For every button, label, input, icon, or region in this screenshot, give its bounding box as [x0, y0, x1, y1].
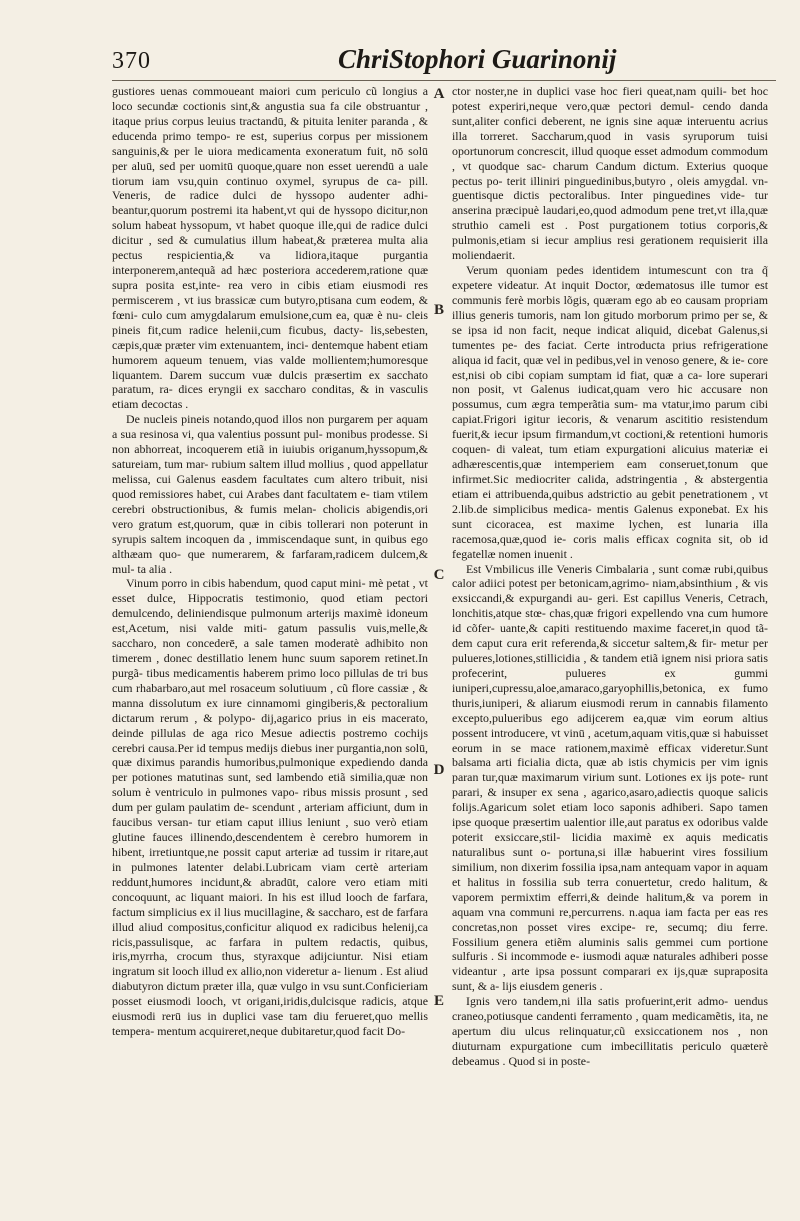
running-head [0, 44, 800, 84]
right-paragraph-3: Est Vmbilicus ille Veneris Cimbalaria , sunt comæ rubi,quibus calor adiici potest per betonicam,agrimo- niam,absinthium , & vis exsiccandi,& expurgandi au- geri. Est capillus Veneris, Cetrach, lonchitis,atque stœ- chas,quæ frigori expellendo vna cum humore id cõfer- uante,& capiti restituendo maxime faceret,in quod tã- dem caput cura erit referenda,& siccetur saltem,& fir- metur per pulueres,lotiones,stillicidia , & tandem etiã ignem nisi priora satis profecerint, pulueres ex gummi iuniperi,cupressu,aloe,amaraco,garyophillis,betonica, ex fumo thuris,iuniperi, & aliarum eiusmodi rerum in cannabis filamento excepto,pulueribus ego adijcerem ea,quæ vim eorum altius possent introducere, vt vinū , acetum,aquam vitis,quæ si habuisset eorum in se mace rationem,maximè efficax videretur.Sunt balsama arti ficialia dicta, quæ ab istis chymicis per vim ignis paran tur,quæ maximarum virium sunt. Lotiones ex ijs pote- runt parari, & insuper ex sena , agarico,asaro,adiectis quoque salicis folijs.Agaricum solet etiam loco saponis adhiberi. Sapo tamen ipse quoque præsertim ualentior ille,aut paratus ex odoribus valde poterit exsiccare,stil- licidia maximè ex aquis medicatis naturalibus sunt o- portuna,si illæ habuerint vires fossilium similium, non dixerim fossilia ipsa,nam antequam vapor in aquam et halitus in fossilia sub terra conuertetur, credo halitum, & vaporem permixtim efferri,& deinde halitum,& va porem in aquam vna communi re,percurrens. n.aqua iam facta per eas res concretas,non posset vires excipe- re, secumq; diu ferre. Fossilium genera etiẽm aluminis salis gemmei cum portione sulfuris . Si incommode e- iusmodi aquæ naturales adhiberi posse videantur , arte ipsa possunt comparari ex ijs,quæ supraposita sunt, & a- lijs eiusdem generis . [452, 561, 768, 994]
section-marker-c: C [433, 567, 445, 583]
right-paragraph-4: Ignis vero tandem,ni illa satis profuerint,erit admo- uendus craneo,potiusque candenti ferramento , quam medicamẽtis, ita, ne apertum diu ulcus relinquatur,cũ exsiccationem nos , non diuturnam expurgatione cum imbecillitatis periculo quæterè debeamus . Quod si in poste- [452, 994, 768, 1068]
right-paragraph-2: Verum quoniam pedes identidem intumescunt con tra q̃ expetere videatur. At inquit Doctor, œdematosus ille tumor est communis ferè morbis lõgis, quæram ego ab eo causam propriam illius generis tumoris, nam lon gitudo morborum primo per se, & se ipsa id non facit, neque indicat aliquid, dicebat Galenus,si tumentes pe- des faciat. Certe introducta prius refrigeratione aliqua id facit, quæ vel in pedibus,vel in venoso genere, & ie- core est,nisi ob cibi copiam sumptam id fiat, quæ a ca- lore superari non posit, vt Galenus iudicat,quam vero hic accusare non possumus, cum ægra temperãtia sum- ma vtatur,imo parum cibi capiat.Frigori igitur iecoris, & venarum ascititio resistendum fuerit,& iecur ipsum firmandum,vt coctioni,& retentioni humoris coquen- di valeat, tum etiam expurgationi alicuius materiæ ei adhærescentis,quæ intemperiem eam conseruet,tonum que infirmet.Sic mediocriter calida, adstringentia , & abstergentia etiam ei attribuenda,quibus adstrictio au gebit penetrationem , vt 2.lib.de simplicibus medica- mentis Galenus exponebat. Ex his sunt cicoracea, est maxime lychen, est lunaria illa racemosa,quæ,quod ie- coris malis efficax cognita sit, ob id fegatellæ nomen inuenit . [452, 263, 768, 561]
section-marker-d: D [433, 762, 445, 778]
left-column [112, 84, 428, 1214]
section-marker-a: A [433, 86, 445, 102]
left-paragraph-1: gustiores uenas commoueant maiori cum periculo cũ longius a loco secundæ coctionis sint,& angustia sua fa cile obstruantur , itaque prius corpus leuius tractandū, & pituita leniter paranda , & educenda primo tempo- re est, superius corpus per missionem sanguinis,& per le uiora medicamenta exoneratum fuit, nō solū per aluū, sed per uomitū quoque,quare non esset uerendū a uale tiorum iam vsu,quin continuo oxymel, syrupus de ca- pill. Veneris, de radice dulci de hyssopo audenter adhi- beantur,quorum postremi ita habent,vt qui de hyssopo dicitur,non solum habeat hyssopum, vt habet quoque ille,qui de radice dulci dicitur , sed & cumulatius illum habeat,& præterea multa alia pectus respicientia,& va lidiora,itaque purgantia interponerem,antequã ad hæc posteriora accederem,ratione quæ supra posita est,inte- rea vero in cibis etiam eiusmodi res permiscerem , vt ius brassicæ cum butyro,ptisana cum eodem, & fœni- culo cum amygdalarum emulsione,cum ea, quæ è nu- cleis pineis fit,cum radice helenii,cum ficubus, dacty- lis,sebesten, cæpis,quæ præter vim extenuantem, inci- dentemque habent etiam humorem aqueum tenuem, vias valde mollientem;humoresque liquantem. Darem succum vuæ dulcis præsertim ex sacchato paratum, ra- dices eryngii ex saccharo conditas, & in vasculis etiam decoctas . [112, 84, 428, 412]
section-marker-b: B [433, 302, 444, 318]
running-title: ChriStophori Guarinonij [338, 44, 617, 74]
section-marker-e: E [433, 993, 444, 1009]
right-paragraph-1: ctor noster,ne in duplici vase hoc fieri queat,nam quili- bet hoc potest experiri,neque vero,quæ pectori demul- cendo danda sunt,aliter confici deberent, ne ignis sine aquæ interuentu acrius illa torreret. Saccharum,quod in vasis syruporum tuisi oportunorum concrescit, illud quoque esset admodum commodum , vt quodque sac- charum Candum dictum. Exterius quoque pectus po- terit illiniri pinguedinibus,butyro , oleis amygdal. vn- guentisque dictis pectoralibus. Inter pinguedines vide- tur anserina præcipuè laudari,eo,quod admodum pene tret,vt illa,quæ struthio cameli est . Post purgationem totius corporis,& pulmonis,etiam si iecur amplius resi gerationem requisierit illa moliendaerit. [452, 84, 768, 263]
right-column [452, 84, 768, 1214]
header-rule [112, 80, 776, 81]
page-number: 370 [112, 48, 151, 74]
left-paragraph-3: Vinum porro in cibis habendum, quod caput mini- mè petat , vt esset dulce, Hippocratis testimonio, quod etiam pectori demulcendo, deliniendisque pulmonum arterijs maximè idoneum est,Acetum, nisi valde miti- gatum passulis vuis,melle,& saccharo, non concederē, a sale tamen moderatè adhibito non timerem , donec destillatio lenem hunc suum saporem retinet.In purgã- tibus medicamentis haberem primo loco pillulas de tri bus cum rhabarbaro,aut mel rosaceum solutiuum , cũ flore cassiæ , & manna dissolutum ex iure cinnamomi gingiberis,& pectoralium dictarum rerum , & polypo- dij,agarico prius in eis macerato, deinde pillulas de aga rico Mesue adiectis postremo cochijs cerebri causa.Per id tempus medijs diebus iner purgantia,non solū, quæ diximus parandis humoribus,pulmonique expediendo danda per potiones matutinas sunt, sed lambendo etiã similia,quæ non solum è ventriculo in pulmones vapo- ribus missis prosunt , sed dum per gulam paulatim de- scendunt , arteriam afficiunt, dum in faucibus versan- tur etiam caput illius leniunt , suo verò etiam glutine fauces illinendo,descendentem è cerebro humorem in hibent, irretiuntque,ne possit caput arteriæ ad tussim ir ritare,aut in pulmones latenter delabi.Lubricam viam certè arteriam reddunt,humores incidunt,& abradūt, calore vero etiam miti concoquunt, ac liquant maiori. In his est illud looch de farfara, factum simplicius ex il lius mucillagine, & saccharo, est de farfara illud aliud compositus,conficitur aliquod ex radicibus helenij,ca ricis,passulisque, ac farfara in pultem redactis, quibus, iris,myrrha, crocum thus, styraxque adijciuntur. Nisi etiam ingratum sit looch illud ex allio,non videretur a- lienum . Est aliud diabutyron dictum præter illa, quæ vulgo in vsu sunt.Conficieriam posset eiusmodi looch, vt origani,iridis,dulcisque radicis, atque eiusmodi rerū ius in duplici vase tam diu ferueret,quo mellis tempera- mentum acquireret,neque dubitaretur,quod facit Do- [112, 576, 428, 1039]
left-paragraph-2: De nucleis pineis notando,quod illos non purgarem per aquam a sua resinosa vi, qua valentius possunt pul- monibus prodesse. Si non abhorreat, incoquerem etiã in iuiubis origanum,hyssopum,& satureiam, tum mar- rubium saltem illud mollius , quod appellatur melissa, cui Galenus easdem facultates cum altero tribuit, nisi quod remissiores habet, cui Arabes dant facultatem e- tiam vtilem cerebri obstructionibus, & fumis melan- cholicis abigendis,ori vero gratum est,quorum, quæ in cibis tollerari non poterunt in syrupis saltem incoquen da , immiscendaque sunt, in quibus ego althæam quo- que numerarem, & farfaram,radicem dulcem,& mul- ta alia . [112, 412, 428, 576]
